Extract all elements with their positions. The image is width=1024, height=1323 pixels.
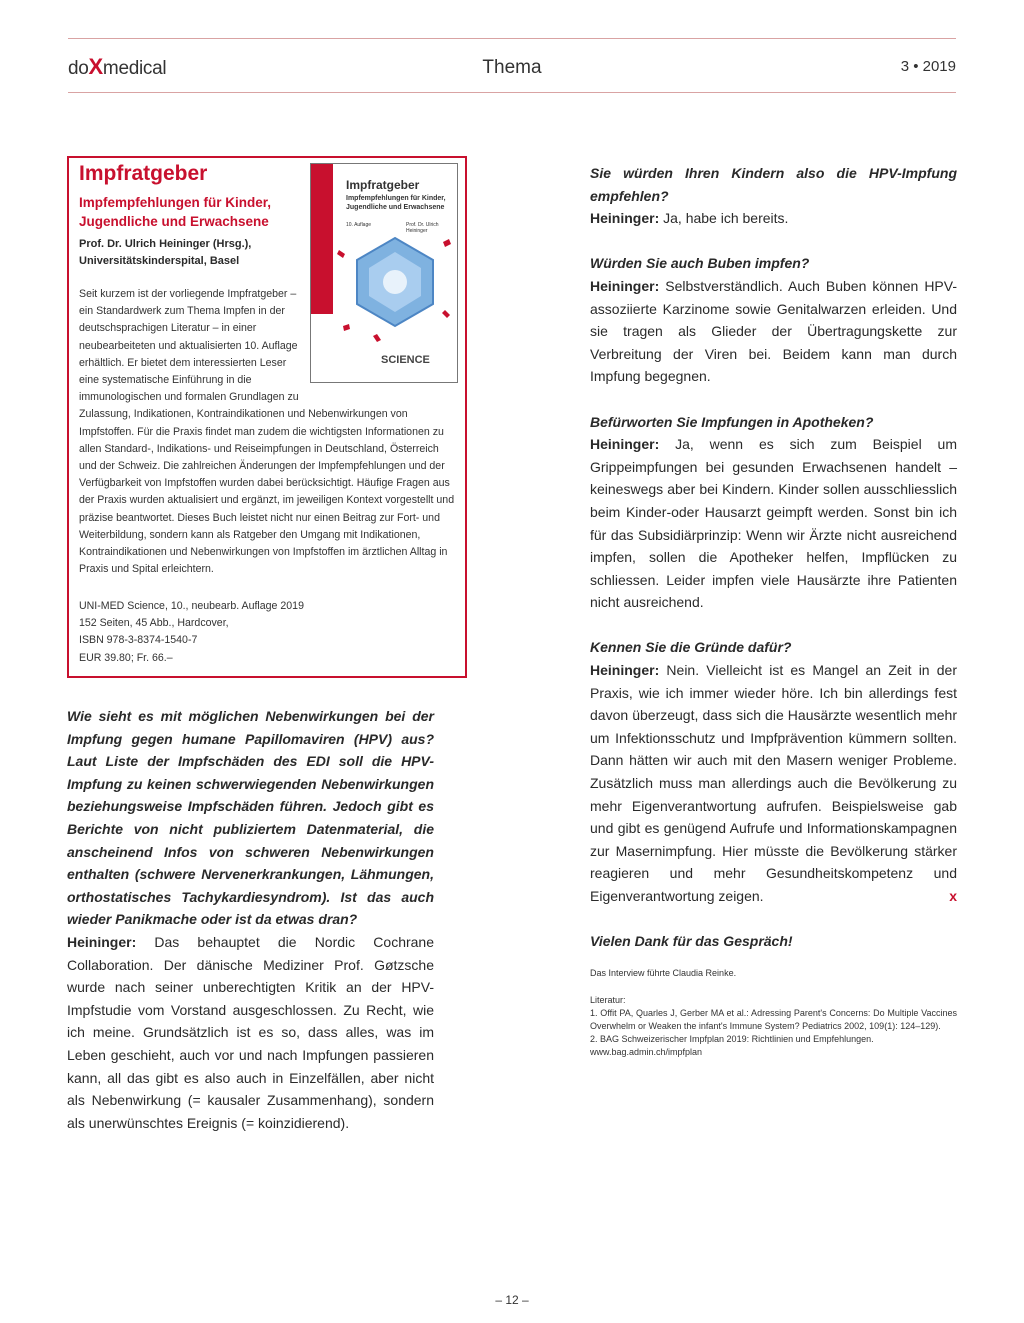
pub-line-3: ISBN 978-3-8374-1540-7: [79, 634, 198, 647]
pub-line-1: UNI-MED Science, 10., neubearb. Auflage 2019: [79, 600, 304, 612]
speaker-label: Heininger:: [590, 662, 660, 679]
logo-x: X: [88, 54, 103, 79]
issue-number: 3 • 2019: [900, 58, 956, 75]
interview-credit: Das Interview führte Claudia Reinke.: [590, 967, 737, 978]
cover-title: Impfratgeber: [346, 178, 420, 192]
cover-author: Prof. Dr. Ulrich Heininger: [406, 222, 439, 234]
speaker-label: Heininger:: [67, 933, 137, 950]
book-title: Impfratgeber: [79, 162, 208, 185]
answer-2: [590, 275, 957, 388]
book-description-text: Seit kurzem ist der vorliegende Impfratgeber – ein Standardwerk zum Thema Impfen in der deutschsprachigen Literatur – in einer neubearbeiteten und aktualisierten 10. Auflage erhältlich. Er bietet dem interessierten Leser eine systematische Einführung in die immunologischen und formalen Grundlagen zu Zulassung, Indikationen, Kontraindikationen und Nebenwirkungen von Impfstoffen. Für die Praxis findet man zudem die wichtigsten Informationen zu allen Standard-, Indikations- und Reiseimpfungen in Deutschland, Österreich und der Schweiz. Die zahlreichen Änderungen der Impfempfehlungen und der Verfügbarkeit von Impfstoffen wurden dabei berücksichtigt. Häufige Fragen aus der Praxis wurden aktualisiert und ergänzt, im jeweiligen Kontext vorgestellt und präzise beantwortet. Dieses Buch leistet nicht nur einen Beitrag zur Fort- und Weiterbildung, sondern kann als Ratgeber den Umgang mit Indikationen, Kontraindikationen und Nebenwirkungen von Impfstoffen im ärztlichen Alltag in Praxis und Spital erleichtern.: [79, 288, 455, 576]
cover-publisher: SCIENCE: [381, 354, 430, 366]
page-number: – 12 –: [495, 1293, 529, 1307]
answer-4: [590, 659, 957, 908]
answer-text: Ja, wenn es sich zum Beispiel um Grippeimpfungen bei gesunden Erwachsenen handelt – keineswegs aber bei Kindern. Kinder sollen ausschliesslich beim Kinder-oder Hausarzt geimpft werden. Sonst bin ich für das Subsidiärprinzip: Wenn wir Ärzte nicht ausreichend impfen, sollen die Apotheker helfen, Impflücken zu schliessen. Leider impfen viele Hausärzte ihre Patienten nicht ausreichend.: [590, 436, 957, 611]
speaker-label: Heininger:: [590, 210, 660, 227]
answer-text: Das behauptet die Nordic Cochrane Collaboration. Der dänische Mediziner Prof. Gøtzsche wurde nach seiner unberechtigten Kritik an der HPV-Impfstudie vom Vorstand ausgeschlossen. Zu Recht, wie ich meine. Grundsätzlich ist es so, dass alles, was im Leben geschieht, auch vor und nach Impfungen passieren kann, all das gibt es also auch in Einzelfällen, aber nicht als Nebenwirkung (= kausaler Zusammenhang), sondern als unerwünschtes Ereignis (= koinzidierend).: [67, 933, 435, 1131]
question-1: Sie würden Ihren Kindern also die HPV-Impfung empfehlen?: [590, 165, 957, 204]
header-top-rule: [68, 38, 956, 39]
article-end-mark: x: [949, 888, 957, 904]
left-column: [67, 705, 434, 1134]
answer-3: [590, 433, 957, 614]
book-author: Prof. Dr. Ulrich Heininger (Hrsg.), Universitätskinderspital, Basel: [79, 238, 252, 267]
right-column: [590, 162, 957, 1059]
answer-text: Nein. Vielleicht ist es Mangel an Zeit in der Praxis, wie ich immer wieder höre. Ich bin allerdings fest davon überzeugt, dass sich die Hausärzte wesentlich mehr um Infektionsschutz und Impfprävention kümmern sollten. Dann hätten wir auch mit den Masern weniger Probleme. Zusätzlich muss man allerdings auch die Bevölkerung zu mehr Eigenverantwortung aufrufen. Beispielsweise gab und gibt es genügend Aufrufe und Informationskampagnen zur Masernimpfung. Hier müsste die Bevölkerung stärker reagieren und mehr Gesundheitskompetenz und Eigenverantwortung zeigen.: [590, 662, 958, 904]
header-bottom-rule: [68, 92, 956, 93]
speaker-label: Heininger:: [590, 436, 660, 453]
reference-1: 1. Offit PA, Quarles J, Gerber MA et al.: Adressing Parent's Concerns: Do Multiple Vaccines Overwhelm or Weaken the infant's Immune System? Pediatrics 2002, 109(1): 124–129).: [590, 1007, 957, 1031]
cover-red-stripe: [311, 164, 333, 314]
reference-2-url[interactable]: www.bag.admin.ch/impfplan: [590, 1046, 703, 1057]
book-cover: [310, 163, 458, 383]
logo-post: medical: [102, 58, 167, 79]
question-2: Würden Sie auch Buben impfen?: [590, 255, 810, 272]
cover-edition: 10. Auflage: [346, 222, 372, 228]
answer-hpv-side-effects: [67, 931, 434, 1134]
closing-thanks: Vielen Dank für das Gespräch!: [590, 933, 793, 950]
answer-1: [590, 207, 957, 230]
question-hpv-side-effects: Wie sieht es mit möglichen Nebenwirkungen bei der Impfung gegen humane Papillomaviren (HPV) aus? Laut Liste der Impfschäden des EDI soll die HPV-Impfung zu keinen schwerwiegenden Nebenwirkungen beziehungsweise Impfschäden führen. Jedoch gibt es Berichte von nicht publiziertem Datenmaterial, die anscheinend Infos von schweren Nebenwirkungen enthalten (schwere Nervenerkrankungen, Lähmungen, orthostatisches Tachykardiesyndrom). Ist das auch wieder Panikmache oder ist da etwas dran?: [67, 708, 434, 928]
question-4: Kennen Sie die Gründe dafür?: [590, 639, 792, 656]
section-title: Thema: [482, 57, 542, 78]
question-3: Befürworten Sie Impfungen in Apotheken?: [590, 413, 874, 430]
logo-pre: do: [68, 58, 89, 79]
book-subtitle: Impfempfehlungen für Kinder, Jugendliche und Erwachsene: [79, 195, 272, 229]
cover-virus-illustration: [333, 230, 457, 350]
cover-subtitle: Impfempfehlungen für Kinder, Jugendliche und Erwachsene: [346, 195, 446, 211]
speaker-label: Heininger:: [590, 277, 660, 294]
pub-line-4: EUR 39.80; Fr. 66.–: [79, 651, 173, 664]
literature-label: Literatur:: [590, 994, 626, 1005]
book-publication-info: [79, 598, 304, 667]
answer-text: Ja, habe ich bereits.: [663, 210, 789, 227]
reference-2: 2. BAG Schweizerischer Impfplan 2019: Richtlinien und Empfehlungen.: [590, 1033, 874, 1044]
answer-text: Selbstverständlich. Auch Buben können HPV-assoziierte Karzinome sowie Genitalwarzen erleiden. Und sie tragen als Glieder der Übertragungskette zur Verbreitung der Viren bei. Beidem kann man durch Impfung begegnen.: [590, 277, 958, 385]
pub-line-2: 152 Seiten, 45 Abb., Hardcover,: [79, 617, 229, 630]
